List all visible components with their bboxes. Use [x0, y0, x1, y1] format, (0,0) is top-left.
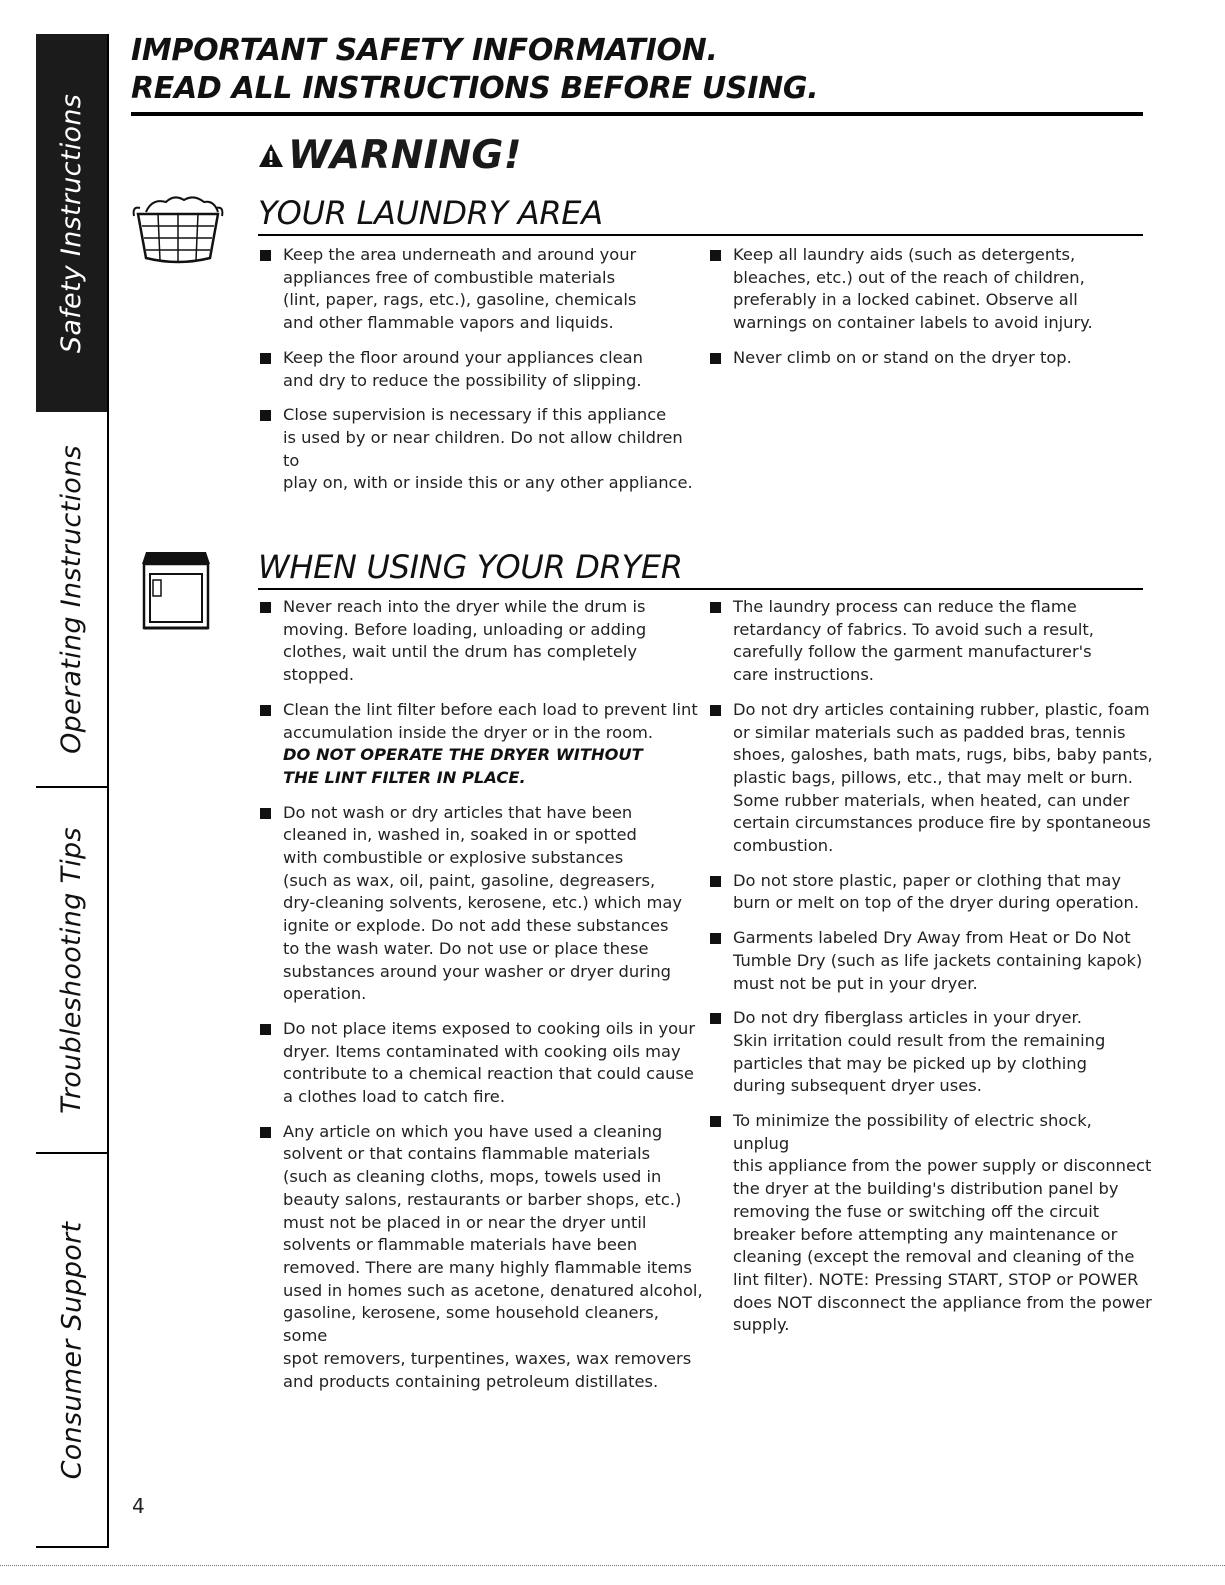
bullet-icon [260, 410, 271, 421]
list-item: Do not place items exposed to cooking oils in your dryer. Items contaminated with cooking oils may contribute to a chemical reaction that could cause a clothes load to catch fire. [258, 1018, 703, 1109]
list-item: Keep the floor around your appliances clean and dry to reduce the possibility of slipping. [258, 347, 698, 392]
list-item: The laundry process can reduce the flame retardancy of fabrics. To avoid such a result, carefully follow the garment manufacturer's care instructions. [708, 596, 1153, 687]
using-dryer-left-column [258, 596, 703, 1405]
bullet-icon [710, 602, 721, 613]
list-item: Keep the area underneath and around your appliances free of combustible materials (lint, paper, rags, etc.), gasoline, chemicals and other flammable vapors and liquids. [258, 244, 698, 335]
laundry-area-left-column [258, 244, 698, 507]
list-item: Never climb on or stand on the dryer top. [708, 347, 1148, 370]
side-tab-bar [36, 34, 109, 1548]
bullet-icon [260, 705, 271, 716]
header-line-2: READ ALL INSTRUCTIONS BEFORE USING. [131, 71, 819, 106]
list-item: Do not dry fiberglass articles in your dryer. Skin irritation could result from the remaining particles that may be picked up by clothing during subsequent dryer uses. [708, 1007, 1153, 1098]
tab-safety-instructions[interactable] [36, 34, 107, 412]
bullet-icon [260, 808, 271, 819]
bullet-icon [260, 250, 271, 261]
page-header [131, 32, 1143, 116]
warning-label: WARNING! [288, 133, 522, 178]
lint-filter-warning: DO NOT OPERATE THE DRYER WITHOUT THE LINT FILTER IN PLACE. [283, 745, 643, 787]
tab-label: Troubleshooting Tips [56, 826, 87, 1114]
bullet-icon [260, 1127, 271, 1138]
list-item: To minimize the possibility of electric shock, unplug this appliance from the power supply or disconnect the dryer at the building's distribution panel by removing the fuse or switching off the circuit breaker before attempting any maintenance or cleaning (except the removal and cleaning of the lint filter). NOTE: Pressing START, STOP or POWER does NOT disconnect the appliance from the power supply. [708, 1110, 1153, 1337]
laundry-basket-icon [132, 192, 224, 264]
bullet-icon [710, 933, 721, 944]
bullet-icon [710, 876, 721, 887]
bullet-icon [710, 1116, 721, 1127]
section-title-using-dryer: WHEN USING YOUR DRYER [258, 548, 683, 586]
tab-label: Consumer Support [56, 1221, 88, 1479]
bullet-icon [710, 1013, 721, 1024]
warning-heading [258, 133, 522, 178]
tab-label: Safety Instructions [56, 93, 88, 353]
bullet-icon [710, 705, 721, 716]
warning-triangle-icon [258, 143, 284, 169]
page-number: 4 [132, 1494, 145, 1518]
list-item: Close supervision is necessary if this appliance is used by or near children. Do not allow children to play on, with or inside this or any other appliance. [258, 404, 698, 495]
bullet-icon [260, 1024, 271, 1035]
tab-operating-instructions[interactable] [36, 412, 107, 788]
tab-consumer-support[interactable] [36, 1154, 107, 1548]
using-dryer-right-column [708, 596, 1153, 1349]
list-item: Do not dry articles containing rubber, plastic, foam or similar materials such as padded bras, tennis shoes, galoshes, bath mats, rugs, bibs, baby pants, plastic bags, pillows, etc., that may melt or burn. Some rubber materials, when heated, can under certain circumstances produce fire by spontaneous combustion. [708, 699, 1153, 858]
bullet-icon [710, 353, 721, 364]
bullet-icon [260, 353, 271, 364]
page-bottom-divider [0, 1565, 1225, 1566]
bullet-icon [260, 602, 271, 613]
list-item: Any article on which you have used a cleaning solvent or that contains flammable materials (such as cleaning cloths, mops, towels used in beauty salons, restaurants or barber shops, etc.) must not be placed in or near the dryer until solvents or flammable materials have been removed. There are many highly flammable items used in homes such as acetone, denatured alcohol, gasoline, kerosene, some household cleaners, some spot removers, turpentines, waxes, wax removers and products containing petroleum distillates. [258, 1121, 703, 1393]
dryer-icon [140, 550, 212, 632]
tab-troubleshooting-tips[interactable] [36, 788, 107, 1154]
tab-label: Operating Instructions [56, 444, 87, 754]
bullet-icon [710, 250, 721, 261]
header-line-1: IMPORTANT SAFETY INFORMATION. [131, 33, 718, 68]
section-title-laundry-area: YOUR LAUNDRY AREA [258, 194, 603, 232]
list-item: Garments labeled Dry Away from Heat or Do Not Tumble Dry (such as life jackets containing kapok) must not be put in your dryer. [708, 927, 1153, 995]
list-item: Clean the lint filter before each load to prevent lint accumulation inside the dryer or in the room. DO NOT OPERATE THE DRYER WITHOUT THE LINT FILTER IN PLACE. [258, 699, 703, 790]
header-rule [131, 112, 1143, 116]
section-rule [258, 234, 1143, 236]
list-item: Do not wash or dry articles that have been cleaned in, washed in, soaked in or spotted with combustible or explosive substances (such as wax, oil, paint, gasoline, degreasers, dry-cleaning solvents, kerosene, etc.) which may ignite or explode. Do not add these substances to the wash water. Do not use or place these substances around your washer or dryer during operation. [258, 802, 703, 1006]
section-rule [258, 588, 1143, 590]
list-item: Keep all laundry aids (such as detergents, bleaches, etc.) out of the reach of children, preferably in a locked cabinet. Observe all warnings on container labels to avoid injury. [708, 244, 1148, 335]
list-item: Do not store plastic, paper or clothing that may burn or melt on top of the dryer during operation. [708, 870, 1153, 915]
laundry-area-right-column [708, 244, 1148, 382]
list-item: Never reach into the dryer while the drum is moving. Before loading, unloading or adding clothes, wait until the drum has completely stopped. [258, 596, 703, 687]
